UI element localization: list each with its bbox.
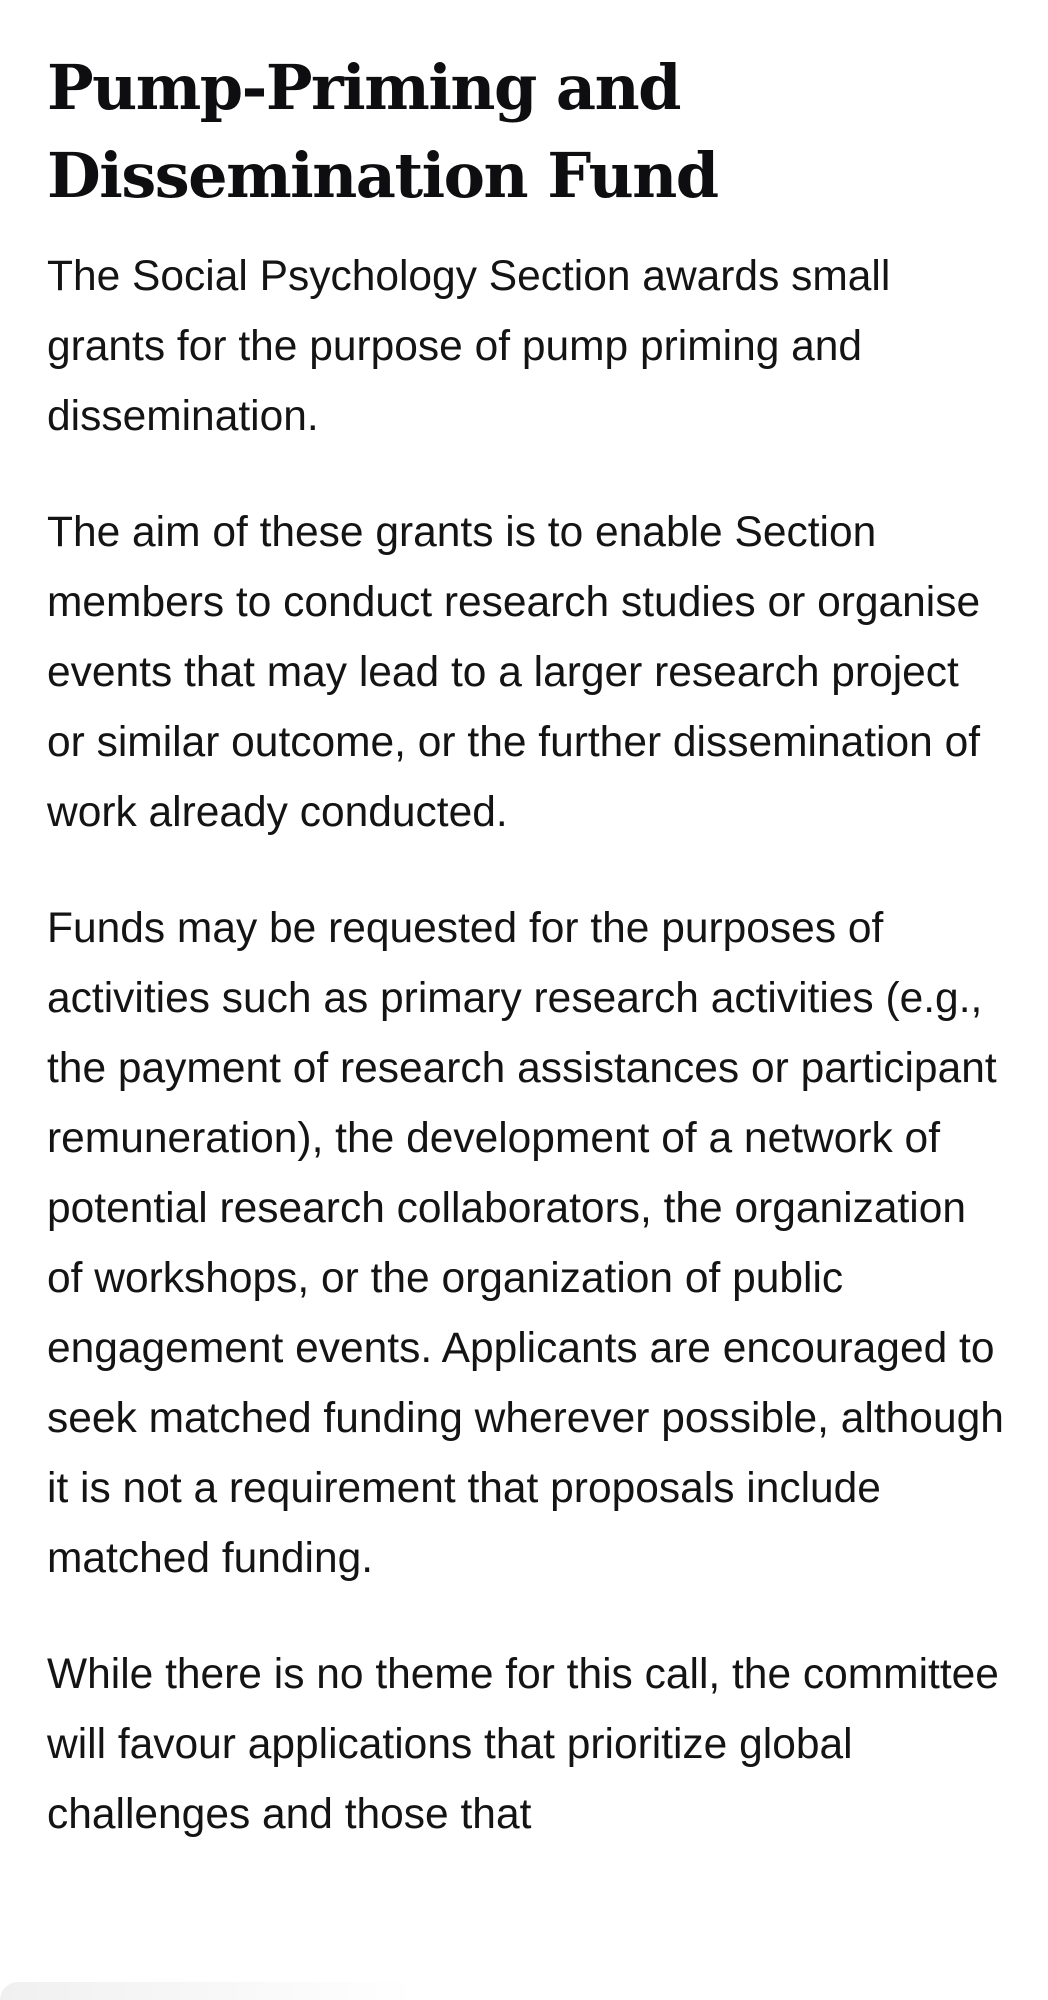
article-content — [47, 44, 1007, 1896]
intro-paragraph: The Social Psychology Section awards small grants for the purpose of pump priming and dissemination. — [47, 253, 891, 440]
theme-paragraph: While there is no theme for this call, the committee will favour applications that prioritize global challenges and those that — [47, 1651, 999, 1838]
page-title: Pump-Priming and Dissemination Fund — [47, 51, 718, 212]
scroll-shadow — [0, 1982, 420, 2000]
aim-paragraph: The aim of these grants is to enable Section members to conduct research studies or organise events that may lead to a larger research project or similar outcome, or the further dissemination of work already conducted. — [47, 509, 981, 836]
funds-paragraph: Funds may be requested for the purposes of activities such as primary research activities (e.g., the payment of research assistances or participant remuneration), the development of a network of potential research collaborators, the organization of workshops, or the organization of public engagement events. Applicants are encouraged to seek matched funding wherever possible, although it is not a requirement that proposals include matched funding. — [47, 905, 1004, 1582]
